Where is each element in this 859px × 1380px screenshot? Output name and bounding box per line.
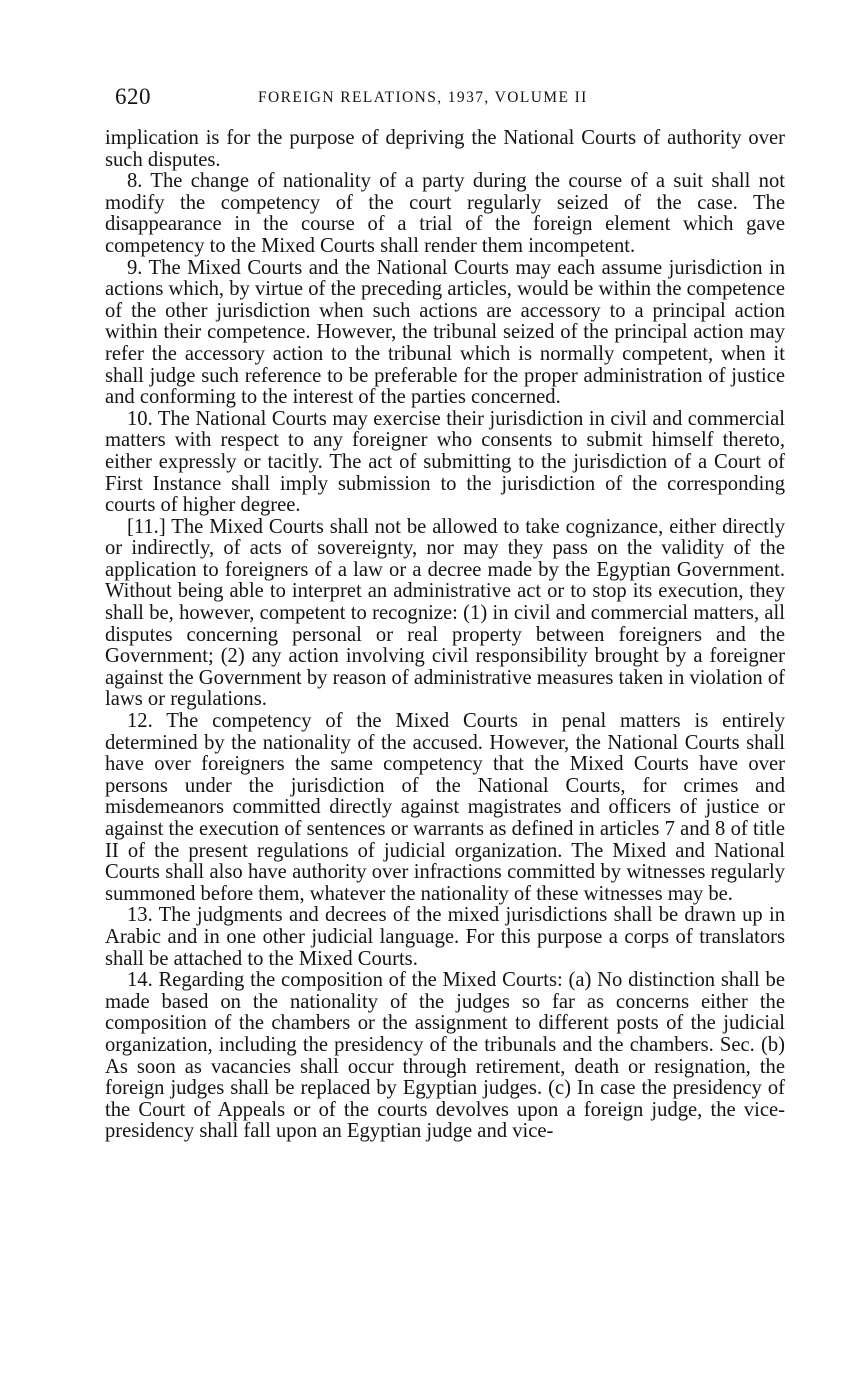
paragraph-article-14: 14. Regarding the composition of the Mixed Courts: (a) No distinction shall be made based on the nationality of the judges so far as concerns either the composition of the chambers or the assignment to different posts of the judicial organization, including the presidency of the tribunals and the chambers. Sec. (b) As soon as vacancies shall occur through retirement, death or resignation, the foreign judges shall be replaced by Egyptian judges. (c) In case the presidency of the Court of Appeals or of the courts devolves upon a foreign judge, the vice-presidency shall fall upon an Egyptian judge and vice- — [105, 969, 785, 1143]
paragraph-article-11: [11.] The Mixed Courts shall not be allowed to take cognizance, either directly or indirectly, of acts of sovereignty, nor may they pass on the validity of the application to foreigners of a law or a decree made by the Egyptian Government. Without being able to interpret an administrative act or to stop its execution, they shall be, however, competent to recognize: (1) in civil and commercial matters, all disputes concerning personal or real property between foreigners and the Government; (2) any action involving civil responsibility brought by a foreigner against the Government by reason of administrative measures taken in violation of laws or regulations. — [105, 515, 785, 711]
paragraph-article-12: 12. The competency of the Mixed Courts in penal matters is entirely determined by the nationality of the accused. However, the National Courts shall have over foreigners the same competency that the Mixed Courts have over persons under the jurisdiction of the National Courts, for crimes and misdemeanors committed directly against magistrates and officers of justice or against the execution of sentences or warrants as defined in articles 7 and 8 of title II of the present regulations of judicial organization. The Mixed and National Courts shall also have authority over infractions committed by witnesses regularly summoned before them, whatever the nationality of these witnesses may be. — [105, 710, 785, 905]
paragraph-article-13: 13. The judgments and decrees of the mixed jurisdictions shall be drawn up in Arabic and in one other judicial language. For this purpose a corps of translators shall be attached to the Mixed Courts. — [105, 904, 785, 970]
page-number: 620 — [115, 84, 151, 109]
paragraph-article-8: 8. The change of nationality of a party during the course of a suit shall not modify the competency of the court regularly seized of the case. The disappearance in the course of a trial of the foreign element which gave competency to the Mixed Courts shall render them incompetent. — [105, 170, 785, 257]
paragraph-article-10: 10. The National Courts may exercise their jurisdiction in civil and commercial matters with respect to any foreigner who consents to submit himself thereto, either expressly or tacitly. The act of submitting to the jurisdiction of a Court of First Instance shall imply submission to the jurisdiction of the corresponding courts of higher degree. — [105, 407, 785, 517]
paragraph-article-9: 9. The Mixed Courts and the National Courts may each assume jurisdiction in actions which, by virtue of the preceding articles, would be within the competence of the other jurisdiction when such actions are accessory to a principal action within their competence. However, the tribunal seized of the principal action may refer the accessory action to the tribunal which is normally competent, when it shall judge such reference to be preferable for the proper administration of justice and conforming to the interest of the parties concerned. — [105, 256, 785, 409]
body-text — [105, 128, 785, 1143]
running-head-title: FOREIGN RELATIONS, 1937, VOLUME II — [258, 89, 588, 106]
running-head — [115, 84, 785, 114]
paragraph-continuation: implication is for the purpose of depriving the National Courts of authority over such disputes. — [105, 127, 785, 171]
